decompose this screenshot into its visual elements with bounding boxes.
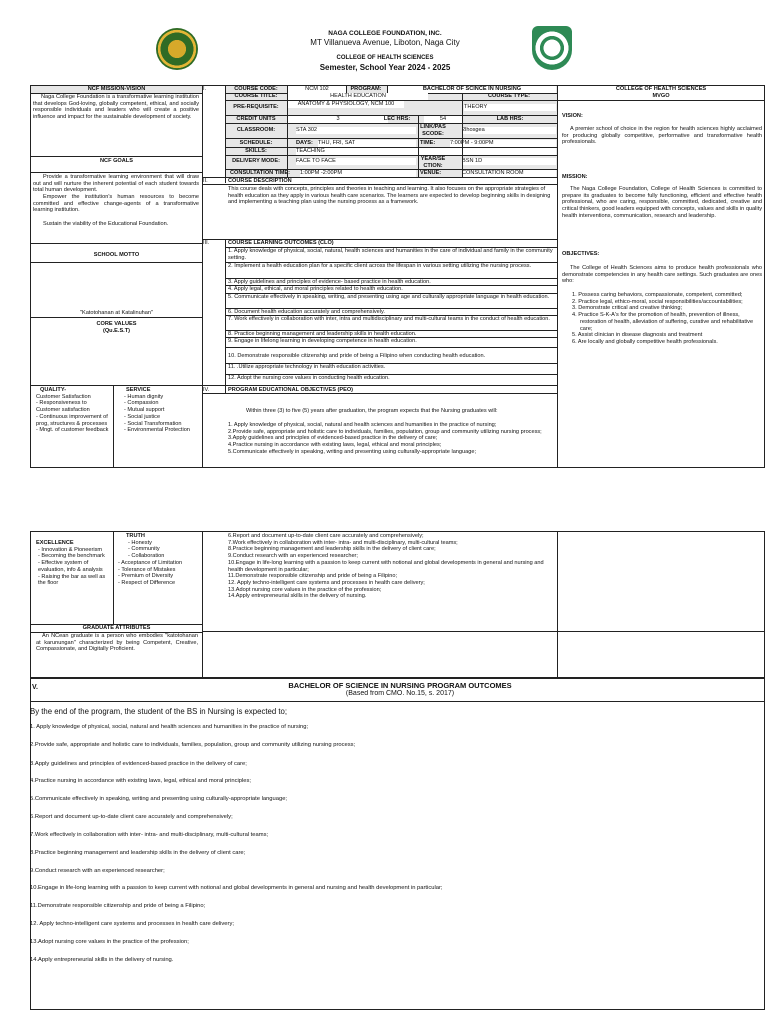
right-title-1: COLLEGE OF HEALTH SCIENCES bbox=[615, 86, 707, 92]
excellence-item: - Innovation & Pioneerism bbox=[38, 546, 103, 553]
vision-text: A premier school of choice in the region for health sciences highly acclaimed for producing globally competitive, performative and transformative health professionals. bbox=[562, 126, 762, 146]
peo-item: 12. Apply techno-intelligent care systems and processes in health care delivery; bbox=[228, 579, 425, 586]
yearsec-label: YEAR/SE CTION: bbox=[420, 156, 446, 169]
objective-item: 4. Practice S-K-A's for the promotion of health, prevention of illness, restoration of health, alleviation of suffering, curative and rehabilitative care; bbox=[572, 312, 754, 332]
right-title-2: MVGO bbox=[652, 93, 670, 99]
quality-item: - Responsiveness to Customer satisfaction bbox=[36, 400, 90, 414]
time-value: 7:00PM - 9:00PM bbox=[450, 140, 556, 147]
course-title: HEALTH EDUCATION bbox=[288, 93, 428, 100]
truth-item: - Tolerance of Mistakes bbox=[118, 566, 176, 573]
peo-item: 7.Work effectively in collaboration with inter- intra- and multi-disciplinary, multi-cultural teams; bbox=[228, 539, 458, 546]
outcomes-intro: By the end of the program, the student of the BS in Nursing is expected to; bbox=[30, 707, 288, 716]
lab-label: LAB HRS: bbox=[496, 116, 524, 122]
quality-item: - Mngt. of customer feedback bbox=[36, 427, 109, 434]
section-iv: IV. bbox=[203, 387, 210, 393]
core-values-sub: (Qu.E.S.T) bbox=[102, 328, 131, 334]
course-description: This course deals with concepts, principles and theories in teaching and learning. It also focuses on the appropriate strategies of health education as they apply in various health care scenarios. The learners are expected to develop beginning skills in designing and implementing a teaching plan using the nursing process as a framework. bbox=[228, 186, 551, 206]
outcome-item: 7.Work effectively in collaboration with inter- intra- and multi-disciplinary, multi-cultural teams; bbox=[30, 832, 269, 838]
peo-item: 6.Report and document up-to-date client care accurately and comprehensively; bbox=[228, 533, 424, 539]
outcome-item: 11.Demonstrate responsible citizenship and pride of being a Filipino; bbox=[30, 903, 206, 909]
clo-item: 12. Adopt the nursing core values in conducting health education. bbox=[228, 375, 390, 381]
time-label: TIME: bbox=[420, 140, 436, 146]
peo-item: 10.Engage in life-long learning with a passion to keep current with notional and global developments in general and nursing and health development in particular; bbox=[228, 559, 544, 573]
service-block bbox=[116, 387, 200, 434]
course-description-title: COURSE DESCRIPTION bbox=[228, 178, 292, 184]
outcome-item: 5.Communicate effectively in speaking, writing and presenting using culturally-appropriate language; bbox=[30, 796, 288, 802]
lec-value: 54 bbox=[424, 116, 462, 123]
objective-item: 2. Practice legal, ethico-moral, social responsibilities/accountabilities; bbox=[572, 298, 743, 305]
truth-item: - Community bbox=[128, 546, 160, 553]
course-type: THEORY bbox=[464, 104, 556, 111]
delivery-label: DELIVERY MODE: bbox=[232, 158, 280, 164]
school-address: MT Villanueva Avenue, Liboton, Naga City bbox=[310, 37, 460, 47]
prereq-label: PRE-REQUISITE: bbox=[233, 104, 279, 110]
lec-label: LEC HRS: bbox=[383, 116, 411, 122]
skills-label: SKILLS: bbox=[245, 148, 267, 154]
ncf-seal-icon bbox=[156, 28, 198, 70]
peo-item: 1. Apply knowledge of physical, social, natural and health sciences and humanities in the practice of nursing; bbox=[228, 422, 497, 428]
objective-item: 5. Assist clinician in disease diagnosis and treatment bbox=[572, 332, 703, 339]
outcome-item: 12. Apply techno-intelligent care systems and processes in health care delivery; bbox=[30, 921, 234, 927]
clo-item: 8. Practice beginning management and leadership skills in health education. bbox=[228, 331, 417, 337]
outcome-item: 4.Practice nursing in accordance with existing laws, legal, ethical and moral principles; bbox=[30, 778, 252, 784]
service-item: - Social Transformation bbox=[124, 420, 182, 427]
clo-item: 2. Implement a health education plan for a specific client across the lifespan in various setting utilizing the nursing process. bbox=[228, 263, 532, 269]
clo-title: COURSE LEARNING OUTCOMES (CLO) bbox=[228, 240, 334, 246]
clo-item: 1. Apply knowledge of physical, social, natural, health sciences and humanities in the care of individual and family in the community setting. bbox=[228, 248, 553, 261]
credit-value: 3 bbox=[288, 116, 388, 123]
graduate-text: An NCean graduate is a person who embodies "katotohanan at karunungan" characterized by being Competent, Creative, Compassionate, and Digitally Proficient. bbox=[36, 633, 198, 653]
peo-item: 5.Communicate effectively in speaking, writing and presenting using culturally-appropriate language; bbox=[228, 448, 477, 455]
excellence-block bbox=[36, 540, 112, 587]
college-name: COLLEGE OF HEALTH SCIENCES bbox=[336, 55, 434, 62]
course-code: NCM 102 bbox=[288, 86, 346, 93]
goals-text-2: Empower the institution's human resources to become committed and effective change-agents of a transformative learning institution. bbox=[33, 194, 199, 214]
clo-item: 3. Apply guidelines and principles of evidence- based practice in health education. bbox=[228, 279, 431, 285]
course-type-label: COURSE TYPE: bbox=[488, 93, 530, 99]
goals-text-1: Provide a transformative learning environment that will draw out and will nurture the inherent potential of each student towards total human development. bbox=[33, 174, 199, 194]
outcome-item: 13.Adopt nursing core values in the practice of the profession; bbox=[30, 939, 189, 945]
classroom-value: STA 302 bbox=[296, 127, 416, 134]
clo-item: 4. Apply legal, ethical, and moral principles related to health education. bbox=[228, 286, 403, 292]
truth-title: TRUTH bbox=[126, 533, 145, 539]
clo-item: 6. Document health education accurately and comprehensively. bbox=[228, 309, 385, 315]
link-label: LINK/PAS SCODE: bbox=[420, 124, 446, 137]
clo-item: 11. .Utilize appropriate technology in health education activities. bbox=[228, 364, 386, 370]
mission-label: MISSION: bbox=[562, 174, 588, 180]
outcome-item: 3.Apply guidelines and principles of evidenced-based practice in the delivery of care; bbox=[30, 761, 247, 767]
truth-item: - Respect of Difference bbox=[118, 579, 176, 586]
service-title: SERVICE bbox=[126, 387, 151, 393]
mission-text: The Naga College Foundation, College of Health Sciences is committed to prepare its graduates to become fully functioning, efficient and effective health professional, who are caring, responsible, committed, dedicated, creative and critical thinkers, good leaders equipped with concepts, values and skills in quality health interventions, communication, research and leadership. bbox=[562, 186, 762, 219]
peo-item: 13.Adopt nursing core values in the practice of the profession; bbox=[228, 586, 382, 593]
section-v: V. bbox=[32, 684, 38, 691]
service-item: - Social justice bbox=[124, 413, 161, 420]
truth-item: - Acceptance of Limitation bbox=[118, 559, 183, 566]
section-ii: II. bbox=[203, 178, 208, 184]
quality-item: Customer Satisfaction bbox=[36, 393, 91, 400]
peo-item: 2.Provide safe, appropriate and holistic care to individuals, families, population, group and community utilizing nursing process; bbox=[228, 428, 542, 435]
yearsec-value: BSN 1D bbox=[462, 158, 556, 165]
quality-title: QUALITY- bbox=[40, 387, 67, 393]
school-motto: "Katotohanan at Katalinuhan" bbox=[79, 310, 154, 316]
peo-item: 8.Practice beginning management and leadership skills in the delivery of client care; bbox=[228, 546, 436, 553]
service-item: - Compassion bbox=[124, 400, 159, 407]
peo-item: 3.Apply guidelines and principles of evidenced-based practice in the delivery of care; bbox=[228, 435, 438, 442]
venue-label: VENUE: bbox=[420, 170, 442, 176]
graduate-title: GRADUATE ATTRIBUTES bbox=[82, 625, 151, 631]
link-value: 2lhosgea bbox=[462, 127, 556, 134]
clo-item: 9. Engage in lifelong learning in developing competence in health education. bbox=[228, 338, 417, 344]
outcome-item: 8.Practice beginning management and leadership skills in the delivery of client care; bbox=[30, 850, 246, 856]
delivery-value: FACE TO FACE bbox=[296, 158, 416, 165]
semester-label: Semester, School Year 2024 - 2025 bbox=[319, 62, 451, 72]
core-values-title: CORE VALUES bbox=[96, 321, 137, 327]
truth-block bbox=[116, 533, 202, 587]
peo-intro: Within three (3) to five (5) years after graduation, the program expects that the Nursing graduates will: bbox=[246, 408, 498, 414]
truth-item: - Honesty bbox=[128, 539, 152, 546]
motto-title: SCHOOL MOTTO bbox=[93, 252, 140, 258]
section-iii: III. bbox=[203, 240, 210, 246]
objective-item: 1. Possess caring behaviors, compassionate, competent, committed; bbox=[572, 292, 743, 298]
outcome-item: 6.Report and document up-to-date client care accurately and comprehensively; bbox=[30, 814, 233, 820]
credit-label: CREDIT UNITS bbox=[236, 116, 276, 122]
course-title-label: COURSE TITLE: bbox=[234, 93, 278, 99]
document-header bbox=[200, 30, 570, 72]
clo-item: 5. Communicate effectively in speaking, writing, and presenting using age and culturally appropriate language in health education. bbox=[228, 294, 550, 300]
days-label: DAYS: bbox=[296, 140, 313, 146]
days-value: THU, FRI, SAT bbox=[318, 140, 416, 147]
service-item: - Mutual support bbox=[124, 407, 165, 414]
outcomes-title: BACHELOR OF SCIENCE IN NURSING PROGRAM OUTCOMES bbox=[288, 681, 512, 690]
venue-value: CONSULTATION ROOM bbox=[462, 170, 556, 177]
quality-block bbox=[36, 387, 112, 434]
peo-item: 14.Apply entrepreneurial skills in the delivery of nursing. bbox=[228, 593, 367, 600]
outcome-item: 14.Apply entrepreneurial skills in the delivery of nursing. bbox=[30, 957, 174, 963]
clo-item: 7. Work effectively in collaboration with inter, intra and multidisciplinary and multi-cultural teams in the conduct of health education. bbox=[228, 316, 550, 322]
peo-item: 4.Practice nursing in accordance with existing laws, legal, ethical and moral principles; bbox=[228, 442, 442, 449]
consult-label: CONSULTATION TIME: bbox=[230, 170, 290, 176]
schedule-label: SCHEDULE: bbox=[239, 140, 273, 146]
peo-title: PROGRAM EDUCATIONAL OBJECTIVES (PEO) bbox=[228, 387, 354, 393]
mission-vision-text: Naga College Foundation is a transformative learning institution that develops God-loving, globally competent, ethical, and socially responsible individuals and leaders who will create a positive influence and impact for the sustainable development of society. bbox=[33, 94, 199, 121]
service-item: - Environmental Protection bbox=[124, 427, 190, 434]
prereq-value: ANATOMY & PHYSIOLOGY, NCM 100 bbox=[288, 101, 404, 108]
peo-item: 11.Demonstrate responsible citizenship and pride of being a Filipino; bbox=[228, 573, 398, 580]
course-code-label: COURSE CODE: bbox=[234, 86, 278, 92]
truth-item: - Collaboration bbox=[128, 553, 165, 560]
vision-label: VISION: bbox=[562, 113, 583, 119]
goals-text-3: Sustain the viability of the Educational Foundation. bbox=[43, 221, 169, 227]
school-name: NAGA COLLEGE FOUNDATION, INC. bbox=[328, 30, 442, 37]
skills-value: TEACHING bbox=[296, 148, 556, 155]
program-label: PROGRAM: bbox=[350, 86, 382, 92]
outcomes-subtitle: (Based from CMO. No.15, s. 2017) bbox=[345, 690, 455, 697]
outcome-item: 9.Conduct research with an experienced researcher; bbox=[30, 868, 165, 874]
objective-item: 6. Are locally and globally competitive health professionals. bbox=[572, 338, 718, 345]
outcome-item: 1. Apply knowledge of physical, social, natural and health sciences and humanities in the practice of nursing; bbox=[30, 724, 309, 730]
goals-title: NCF GOALS bbox=[100, 158, 133, 164]
mission-vision-title: NCF MISSION-VISION bbox=[31, 86, 202, 93]
excellence-item: - Effective system of evaluation, info & analysis bbox=[38, 560, 103, 573]
service-item: - Human dignity bbox=[124, 393, 164, 400]
classroom-label: CLASSROOM: bbox=[236, 127, 276, 133]
objective-item: 3. Demonstrate critical and creative thinking; bbox=[572, 305, 683, 312]
objectives-label: OBJECTIVES: bbox=[562, 251, 600, 257]
objectives-intro: The College of Health Sciences aims to produce health professionals who demonstrate competencies in any health care settings. Such graduates are ones who: bbox=[562, 265, 762, 285]
excellence-item: - Raising the bar as well as the floor bbox=[38, 573, 106, 587]
excellence-title: EXCELLENCE bbox=[36, 540, 74, 546]
excellence-item: - Becoming the benchmark bbox=[38, 553, 105, 560]
section-i: I. bbox=[203, 86, 207, 92]
truth-item: - Premium of Diversity bbox=[118, 573, 174, 580]
consult-value: 1:00PM -2:00PM bbox=[300, 170, 416, 177]
outcome-item: 10.Engage in life-long learning with a passion to keep current with notional and global developments in general and nursing and health development in particular; bbox=[30, 885, 443, 891]
outcome-item: 2.Provide safe, appropriate and holistic care to individuals, families, population, group and community utilizing nursing process; bbox=[30, 742, 356, 748]
peo-item: 9.Conduct research with an experienced researcher; bbox=[228, 553, 358, 560]
clo-item: 10. Demonstrate responsible citizenship and pride of being a Filipino when conducting health education. bbox=[228, 353, 486, 359]
quality-item: - Continuous improvement of prog, structures & processes bbox=[36, 413, 108, 427]
program-value: BACHELOR OF SCINCE IN NURSING bbox=[388, 86, 556, 93]
